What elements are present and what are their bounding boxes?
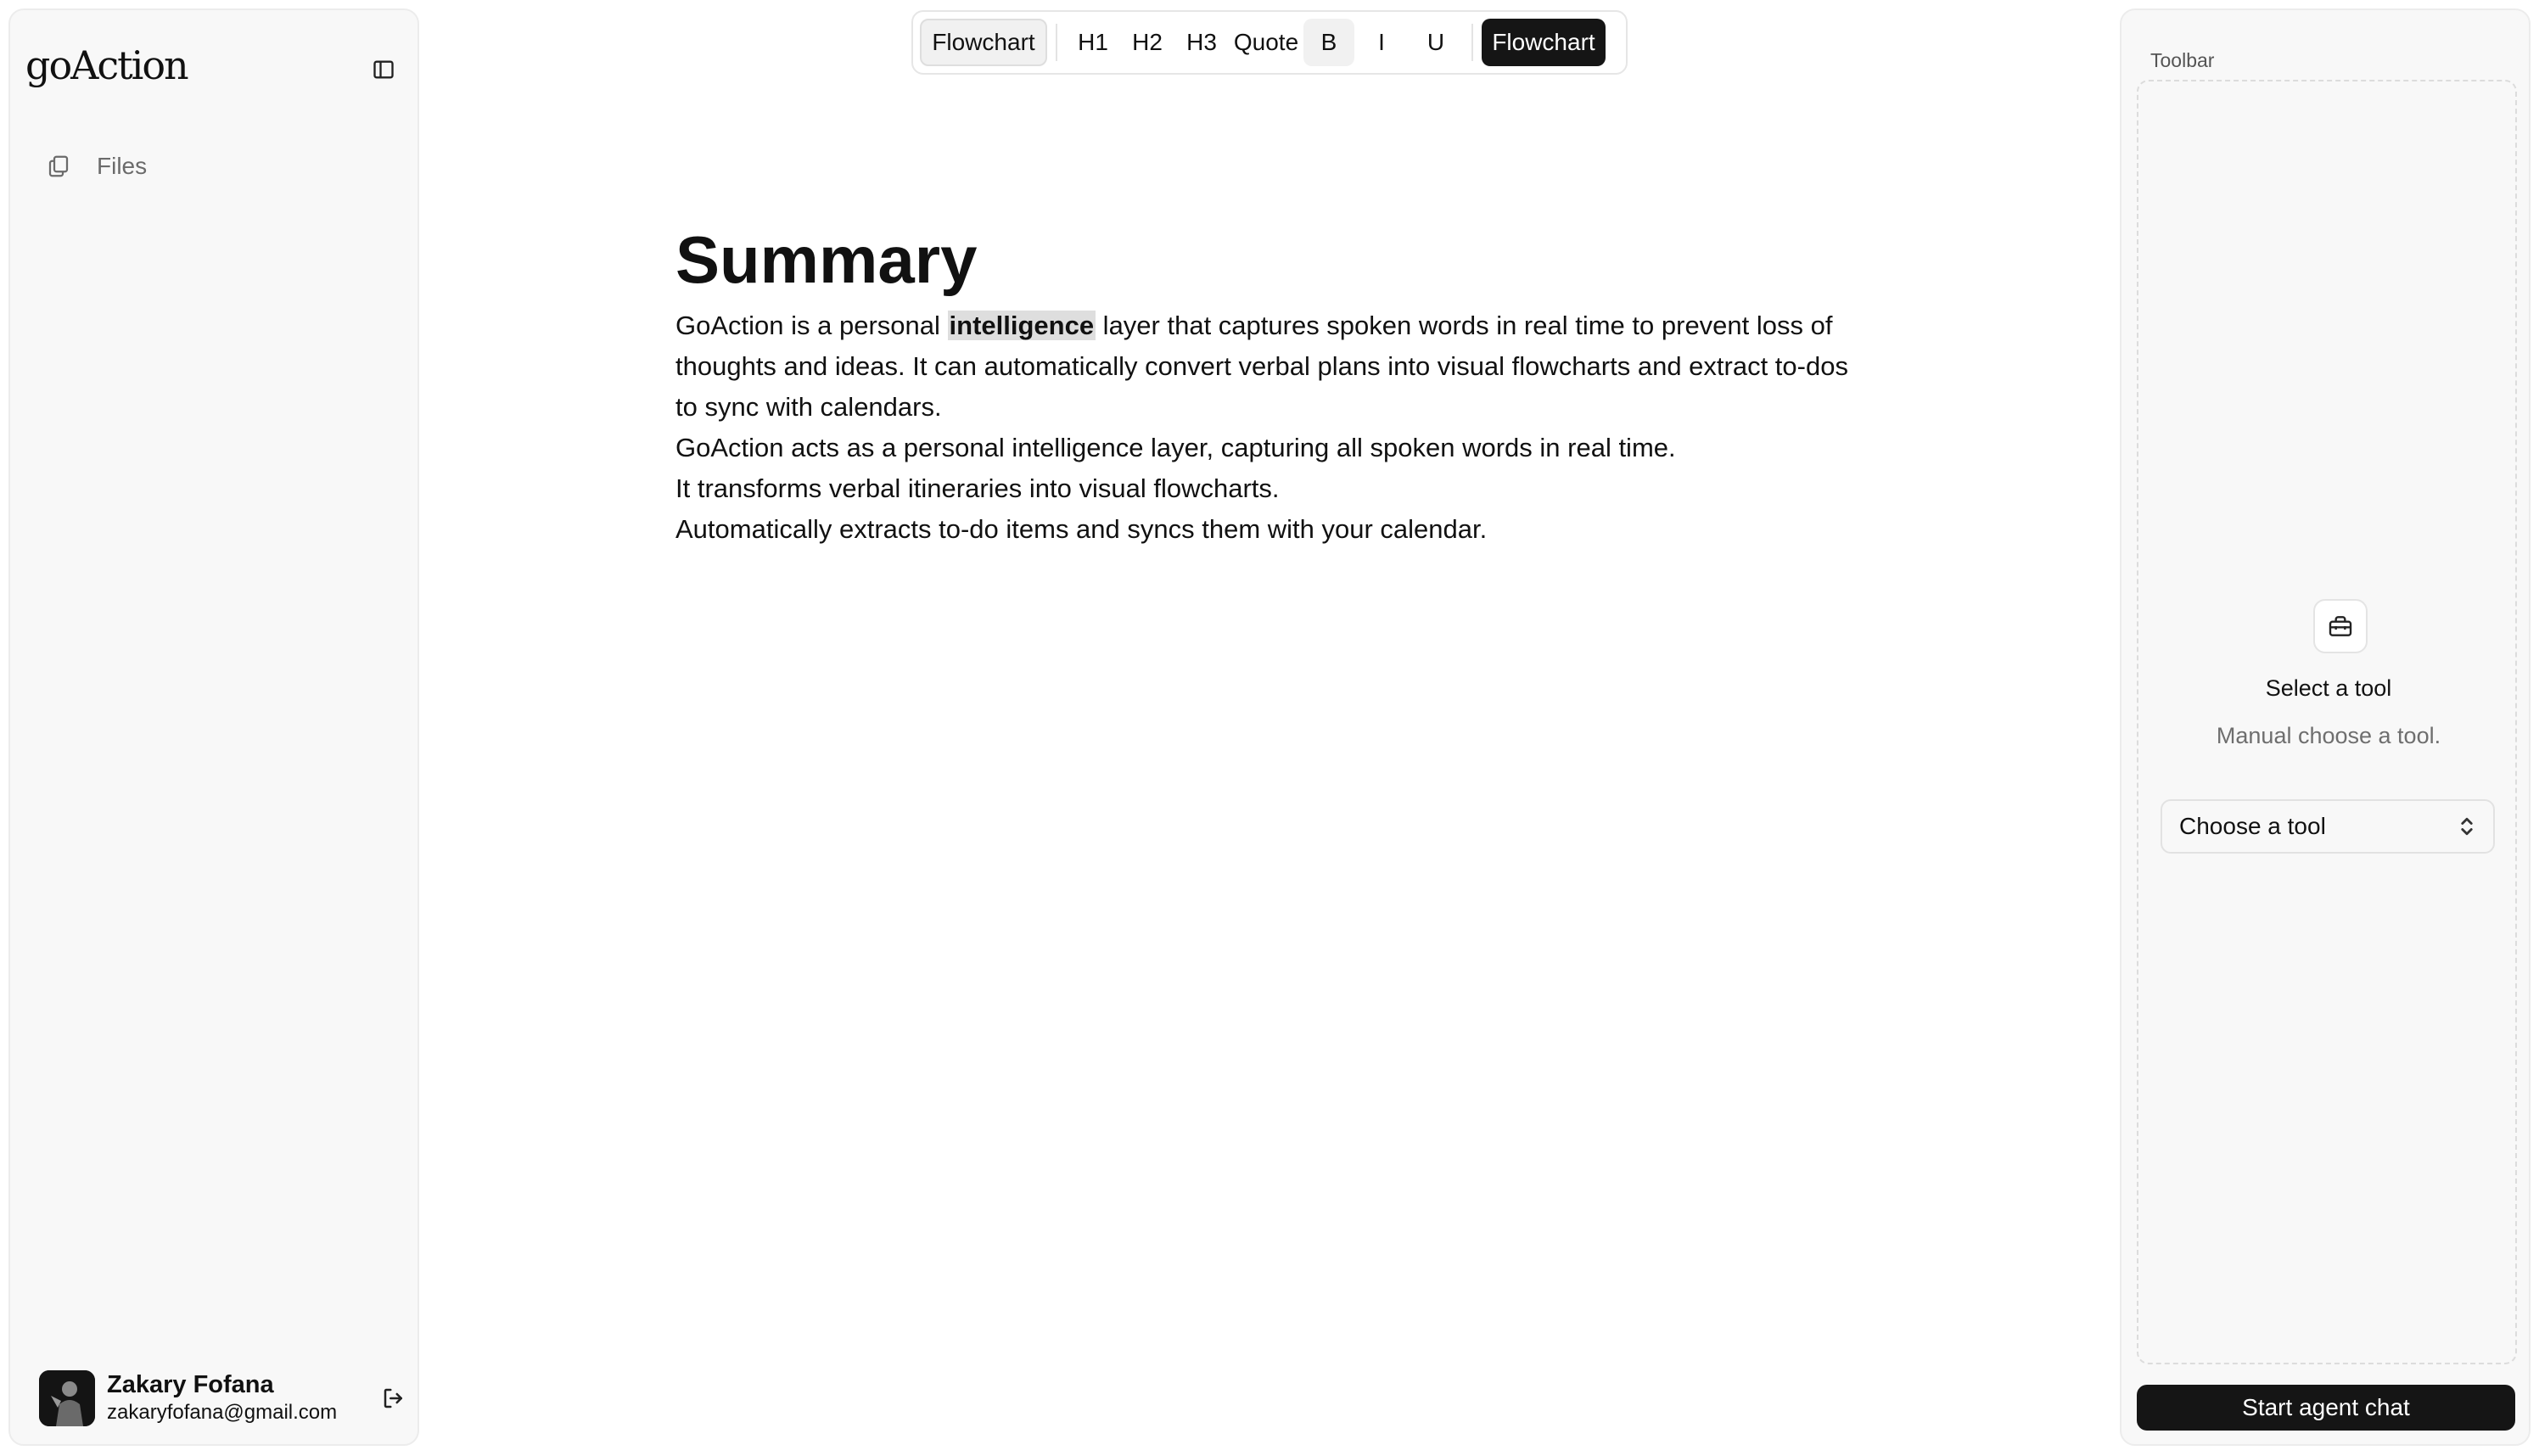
chevron-updown-icon [2458, 815, 2476, 838]
user-name: Zakary Fofana [107, 1371, 274, 1398]
sidebar-toggle-icon [372, 58, 395, 81]
tool-select[interactable] [2161, 799, 2495, 854]
panel-title: Toolbar [2150, 49, 2215, 71]
editor-line[interactable]: GoAction acts as a personal intelligence layer, capturing all spoken words in real time. [675, 433, 1676, 462]
sidebar-item-files[interactable] [31, 143, 404, 190]
toolbox-icon [2327, 613, 2354, 640]
heading1-button[interactable]: H1 [1078, 29, 1108, 55]
flowchart-generate-button[interactable]: Flowchart [1482, 19, 1606, 66]
logout-button[interactable] [375, 1380, 412, 1417]
underline-button[interactable]: U [1426, 29, 1445, 55]
logout-icon [381, 1386, 406, 1411]
tool-select-value: Choose a tool [2179, 813, 2326, 839]
paragraph-text: GoAction is a personal [675, 311, 948, 340]
tool-panel [2120, 8, 2531, 1446]
quote-button[interactable]: Quote [1233, 29, 1299, 55]
bold-button[interactable]: B [1303, 19, 1354, 66]
select-tool-title: Select a tool [2265, 675, 2392, 701]
sidebar [8, 8, 419, 1446]
user-email: zakaryfofana@gmail.com [107, 1401, 338, 1424]
editor-line[interactable]: Automatically extracts to-do items and syncs them with your calendar. [675, 514, 1488, 544]
sidebar-item-label: Files [97, 153, 148, 179]
files-icon [46, 154, 71, 179]
avatar[interactable] [39, 1370, 95, 1426]
heading3-button[interactable]: H3 [1186, 29, 1217, 55]
selected-text[interactable]: intelligence [949, 311, 1095, 340]
toolbox-icon-badge [2313, 599, 2368, 653]
flowchart-mode-button[interactable]: Flowchart [920, 19, 1047, 66]
select-tool-subtitle: Manual choose a tool. [2216, 723, 2441, 748]
editor-content[interactable] [675, 219, 1864, 550]
document-title[interactable]: Summary [675, 222, 978, 297]
user-profile [39, 1364, 412, 1432]
paragraph-text: layer that captures spoken words in real time to prevent loss of thoughts and ideas. It can automatically convert verbal plans into visual flowcharts and extract to-dos to sync with calendars. [675, 311, 1848, 422]
avatar-image [39, 1370, 95, 1426]
editor-line[interactable]: It transforms verbal itineraries into visual flowcharts. [675, 473, 1280, 503]
start-agent-chat-button[interactable]: Start agent chat [2137, 1385, 2515, 1431]
app-logo[interactable]: goAction [25, 42, 188, 88]
sidebar-collapse-button[interactable] [367, 53, 401, 87]
tool-dropzone [2137, 80, 2517, 1364]
format-toolbar [911, 10, 1628, 75]
heading2-button[interactable]: H2 [1132, 29, 1163, 55]
toolbar-divider [1471, 24, 1473, 61]
editor-paragraph[interactable] [675, 305, 1864, 428]
toolbar-divider [1056, 24, 1057, 61]
italic-button[interactable]: I [1378, 29, 1385, 55]
